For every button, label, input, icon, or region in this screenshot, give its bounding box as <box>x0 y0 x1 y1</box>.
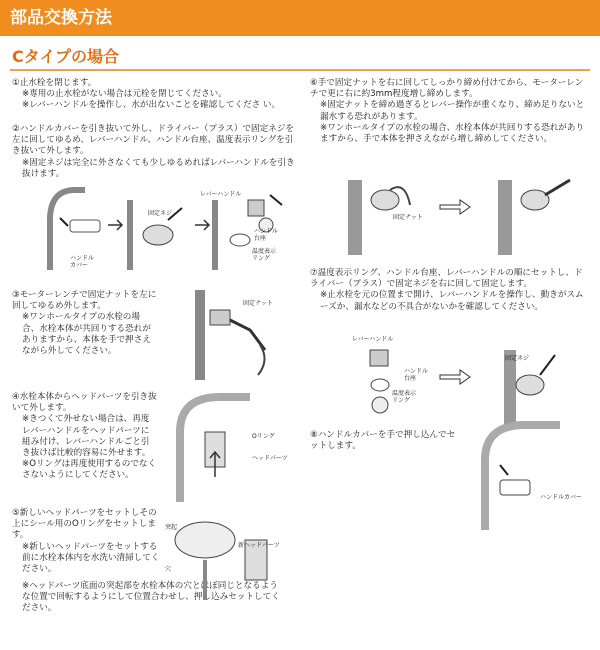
page-header <box>0 0 600 36</box>
label-kotei-nut-6: 固定ナット <box>393 214 423 221</box>
label-lever-handle-7: レバーハンドル <box>352 336 394 343</box>
label-kotei-neji: 固定ネジ <box>148 210 173 217</box>
page-title: 部品交換方法 <box>10 8 112 28</box>
step-3-text: ③モーターレンチで固定ナットを左に回してゆるめ外します。 <box>12 290 157 312</box>
step-1-note-1: ※専用の止水栓がない場合は元栓を閉じてください。 <box>22 89 227 100</box>
label-ondo-ring-7: 温度表示 リング <box>392 390 417 404</box>
step-1 <box>12 78 297 112</box>
step-6-text: ⑥手で固定ナットを右に回してしっかり締め付けてから、モーターレンチで更に右に約3mm程度増し締めします。 <box>310 78 584 100</box>
step-6-note-2: ※ワンホールタイプの水栓の場合、水栓本体が共回りする恐れがありますから、手で本体を押さえながら増し締めしてください。 <box>320 122 585 145</box>
step-7-text: ⑦温度表示リング、ハンドル台座、レバーハンドルの順にセットし、ドライバー（プラス）で固定ネジを右に回して固定します。 <box>310 268 583 290</box>
label-kotei-nut: 固定ナット <box>243 300 273 307</box>
step-4-note-1: ※きつくて外せない場合は、再度レバーハンドルをヘッドパーツに組み付け、レバーハンドルごと引き抜けば比較的容易に外せます。 <box>22 414 151 459</box>
step-6-note-1: ※固定ナットを締め過ぎるとレバー操作が重くなり、締め足りないと漏水する恐れがあります。 <box>320 100 585 122</box>
label-ana: 穴 <box>165 566 172 573</box>
step-5-note-2: ※ヘッドパーツ底面の突起部を水栓本体の穴とほぼ同じとなるような位置で回転するようにして位置合わせし、押し込みセットしてください。 <box>22 581 280 614</box>
label-handle-cover: ハンドル カバー <box>70 255 95 269</box>
label-handle-daiza-7: ハンドル 台座 <box>404 368 429 382</box>
step-5-illustration <box>165 510 290 605</box>
step-5-text: ⑤新しいヘッドパーツをセットしその上にシール用のOリングをセットします。 <box>12 508 157 541</box>
label-tokki: 突起 <box>165 524 178 531</box>
step-4 <box>12 392 157 482</box>
step-1-note-2: ※レバーハンドルを操作し、水が出ないことを確認してくださ い。 <box>22 100 281 111</box>
step-3-note-1: ※ワンホールタイプの水栓の場合、水栓本体が共回りする恐れがありますから、本体を手で押さえながら外してください。 <box>22 312 151 357</box>
label-head-parts: ヘッドパーツ <box>252 455 288 462</box>
step-8 <box>310 430 460 452</box>
step-6-illustration <box>340 160 580 255</box>
step-7-illustration <box>340 330 580 425</box>
label-handle-daiza: ハンドル 台座 <box>254 228 279 242</box>
step-2 <box>12 124 297 180</box>
step-2-note-1: ※固定ネジは完全に外さなくても少しゆるめればレバーハンドルを引き抜けます。 <box>22 157 295 179</box>
section-divider <box>10 69 590 71</box>
step-4-note-2: ※Oリングは再度使用するのでなくさないようにしてください。 <box>22 459 157 481</box>
label-new-head-parts: 新ヘッドパーツ <box>238 542 280 549</box>
step-2-text: ②ハンドルカバーを引き抜いて外し、ドライバー（プラス）で固定ネジを左に回してゆるめ、レバーハンドル、ハンドル台座、温度表示リングを引き抜いて外します。 <box>12 124 295 157</box>
step-5 <box>12 508 162 575</box>
label-ondo-ring: 温度表示 リング <box>252 248 277 262</box>
step-6 <box>310 78 590 145</box>
step-7-note-1: ※止水栓を元の位置まで開け、レバーハンドルを操作し、動きがスムーズか、漏水などの不具合がないかを確認してください。 <box>320 290 584 312</box>
step-4-illustration <box>160 392 290 502</box>
step-3 <box>12 290 157 357</box>
label-handle-cover-8: ハンドルカバー <box>540 494 583 501</box>
label-lever-handle: レバーハンドル <box>200 191 242 198</box>
label-o-ring: Oリング <box>252 433 275 440</box>
step-1-text: ①止水栓を閉じます。 <box>12 78 97 88</box>
step-3-illustration <box>180 290 290 380</box>
section-title: Cタイプの場合 <box>12 47 119 66</box>
step-7 <box>310 268 590 313</box>
label-kotei-neji-7: 固定ネジ <box>505 355 530 362</box>
step-8-text: ⑧ハンドルカバーを手で押し込んでセットします。 <box>310 430 456 452</box>
step-4-text: ④水栓本体からヘッドパーツを引き抜いて外します。 <box>12 392 157 414</box>
step-5-note-1: ※新しいヘッドパーツをセットする前に水栓本体内を水洗い清掃してください。 <box>22 541 160 575</box>
step-8-illustration <box>460 420 590 530</box>
